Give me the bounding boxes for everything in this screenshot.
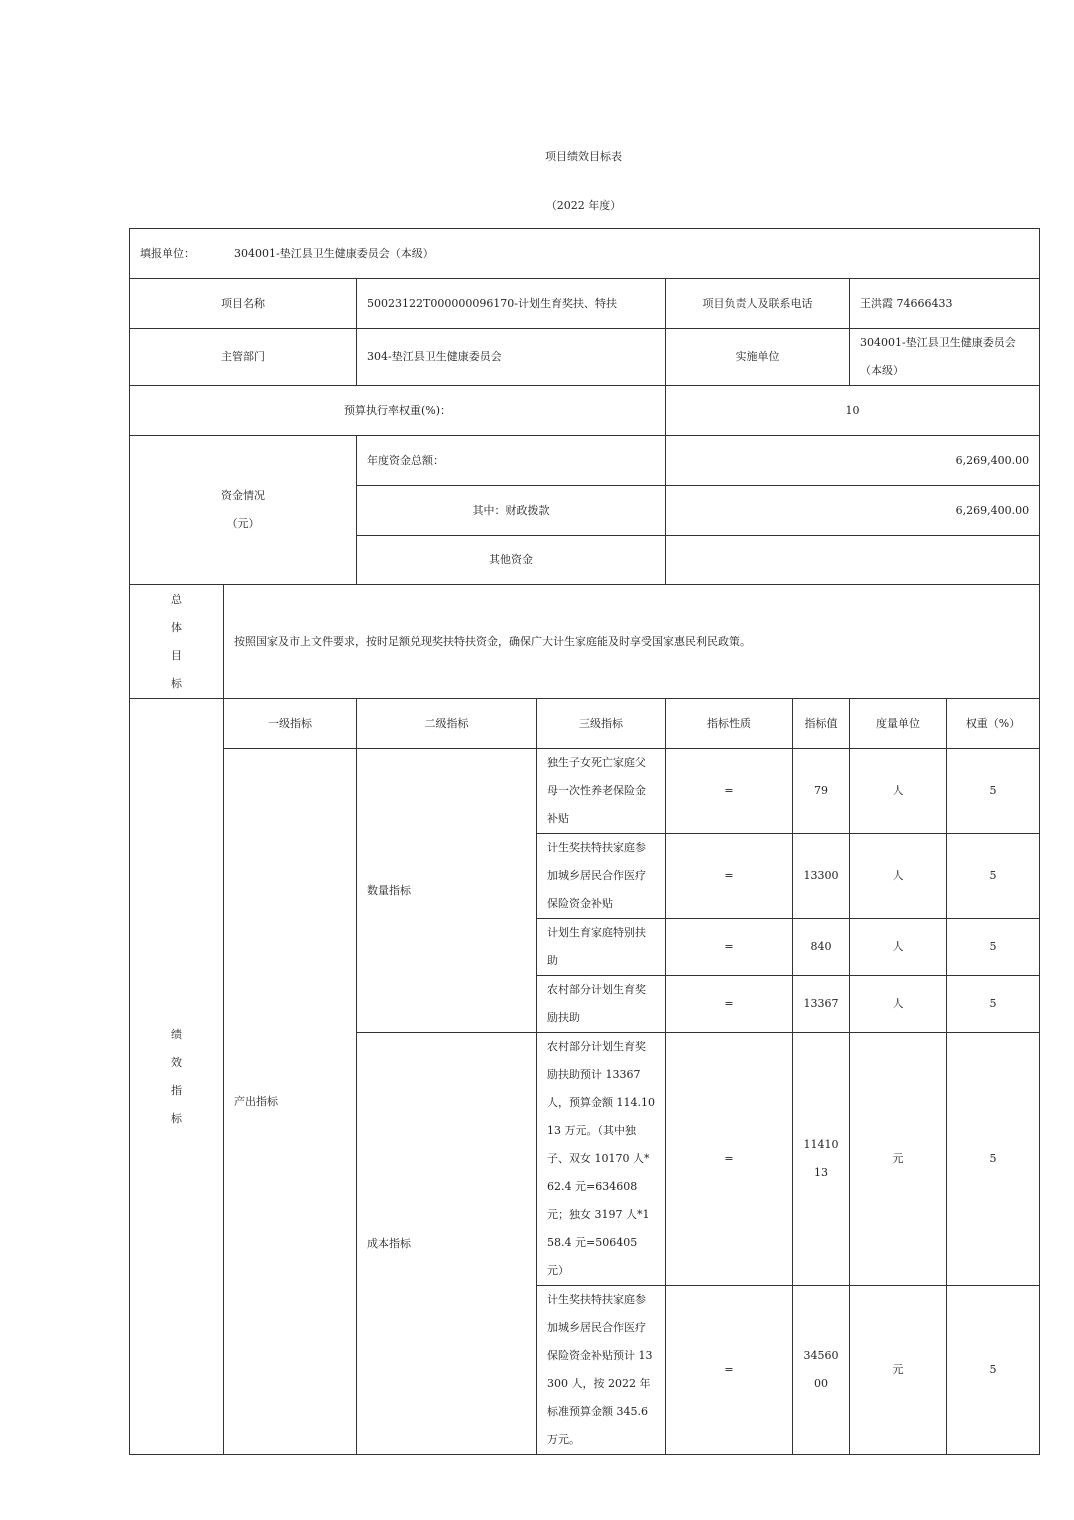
unit-cell: 人 xyxy=(850,919,947,976)
value-cell: 3456000 xyxy=(793,1286,850,1455)
nature-cell: = xyxy=(666,749,793,834)
funds-label-line1: 资金情况 xyxy=(221,489,265,502)
weight-cell: 5 xyxy=(947,1286,1040,1455)
value-cell: 840 xyxy=(793,919,850,976)
header-level3: 三级指标 xyxy=(537,699,666,749)
budget-weight-label: 预算执行率权重(%)： xyxy=(130,386,666,436)
value-cell: 79 xyxy=(793,749,850,834)
weight-cell: 5 xyxy=(947,976,1040,1033)
level2-quantity: 数量指标 xyxy=(357,749,537,1033)
project-name-value: 50023122T000000096170-计划生育奖扶、特扶 xyxy=(357,279,666,329)
contact-label: 项目负责人及联系电话 xyxy=(666,279,850,329)
weight-cell: 5 xyxy=(947,1033,1040,1286)
indicator-header-row xyxy=(130,699,1040,749)
indicator-char: 绩 xyxy=(171,1027,182,1041)
value-cell: 13300 xyxy=(793,834,850,919)
header-unit: 度量单位 xyxy=(850,699,947,749)
filler-row xyxy=(130,229,1040,279)
project-name-label: 项目名称 xyxy=(130,279,357,329)
project-name-row xyxy=(130,279,1040,329)
value-cell: 1141013 xyxy=(793,1033,850,1286)
level2-cost: 成本指标 xyxy=(357,1033,537,1455)
budget-weight-row xyxy=(130,386,1040,436)
nature-cell: = xyxy=(666,1033,793,1286)
indicator-char: 效 xyxy=(171,1055,182,1069)
indicator-label xyxy=(130,699,224,1455)
level3-cell: 农村部分计划生育奖励扶助预计 13367 人，预算金额 114.1013 万元。（其中独子、双女 10170 人*62.4 元=634608 元；独女 3197 人*158.4 元=506405 元） xyxy=(537,1033,666,1286)
overall-target-text: 按照国家及市上文件要求，按时足额兑现奖扶特扶资金，确保广大计生家庭能及时享受国家惠民利民政策。 xyxy=(224,585,1040,699)
unit-cell: 人 xyxy=(850,749,947,834)
performance-target-table xyxy=(129,228,1040,1455)
unit-cell: 人 xyxy=(850,976,947,1033)
filler-value: 304001-垫江县卫生健康委员会（本级） xyxy=(234,246,434,260)
impl-label: 实施单位 xyxy=(666,329,850,386)
dept-value: 304-垫江县卫生健康委员会 xyxy=(357,329,666,386)
level3-cell: 计生奖扶特扶家庭参加城乡居民合作医疗保险资金补贴预计 13300 人，按 2022 年标准预算金额 345.6 万元。 xyxy=(537,1286,666,1455)
level3-cell: 计划生育家庭特别扶助 xyxy=(537,919,666,976)
page-title: 项目绩效目标表 xyxy=(545,150,622,163)
overall-target-label xyxy=(130,585,224,699)
funds-total-value: 6,269,400.00 xyxy=(666,436,1040,486)
indicator-char: 标 xyxy=(171,1111,182,1125)
indicator-char: 指 xyxy=(171,1083,182,1097)
funds-label-line2: （元） xyxy=(226,517,260,530)
funds-label xyxy=(130,436,357,585)
nature-cell: = xyxy=(666,919,793,976)
unit-cell: 元 xyxy=(850,1286,947,1455)
header-level2: 二级指标 xyxy=(357,699,537,749)
unit-cell: 人 xyxy=(850,834,947,919)
funds-total-row xyxy=(130,436,1040,486)
nature-cell: = xyxy=(666,834,793,919)
filler-label: 填报单位： xyxy=(140,246,195,260)
weight-cell: 5 xyxy=(947,749,1040,834)
level1-output: 产出指标 xyxy=(224,749,357,1455)
level3-cell: 独生子女死亡家庭父母一次性养老保险金补贴 xyxy=(537,749,666,834)
contact-value: 王洪霞 74666433 xyxy=(850,279,1040,329)
level3-cell: 计生奖扶特扶家庭参加城乡居民合作医疗保险资金补贴 xyxy=(537,834,666,919)
overall-char: 体 xyxy=(171,620,182,634)
header-weight: 权重（%） xyxy=(947,699,1040,749)
funds-other-label: 其他资金 xyxy=(357,536,666,585)
overall-char: 总 xyxy=(171,592,182,606)
overall-char: 目 xyxy=(171,648,182,662)
dept-label: 主管部门 xyxy=(130,329,357,386)
unit-cell: 元 xyxy=(850,1033,947,1286)
nature-cell: = xyxy=(666,976,793,1033)
value-cell: 13367 xyxy=(793,976,850,1033)
header-level1: 一级指标 xyxy=(224,699,357,749)
impl-value: 304001-垫江县卫生健康委员会（本级） xyxy=(850,329,1040,386)
table-row xyxy=(130,749,1040,834)
funds-fiscal-value: 6,269,400.00 xyxy=(666,486,1040,536)
overall-char: 标 xyxy=(171,676,182,690)
nature-cell: = xyxy=(666,1286,793,1455)
level3-cell: 农村部分计划生育奖励扶助 xyxy=(537,976,666,1033)
overall-target-row xyxy=(130,585,1040,699)
budget-weight-value: 10 xyxy=(666,386,1040,436)
header-value: 指标值 xyxy=(793,699,850,749)
department-row xyxy=(130,329,1040,386)
funds-total-label: 年度资金总额： xyxy=(357,436,666,486)
filler-cell xyxy=(130,229,1040,279)
weight-cell: 5 xyxy=(947,919,1040,976)
weight-cell: 5 xyxy=(947,834,1040,919)
year-subtitle: （2022 年度） xyxy=(545,199,622,212)
funds-other-value xyxy=(666,536,1040,585)
header-nature: 指标性质 xyxy=(666,699,793,749)
funds-fiscal-label: 其中：财政拨款 xyxy=(357,486,666,536)
